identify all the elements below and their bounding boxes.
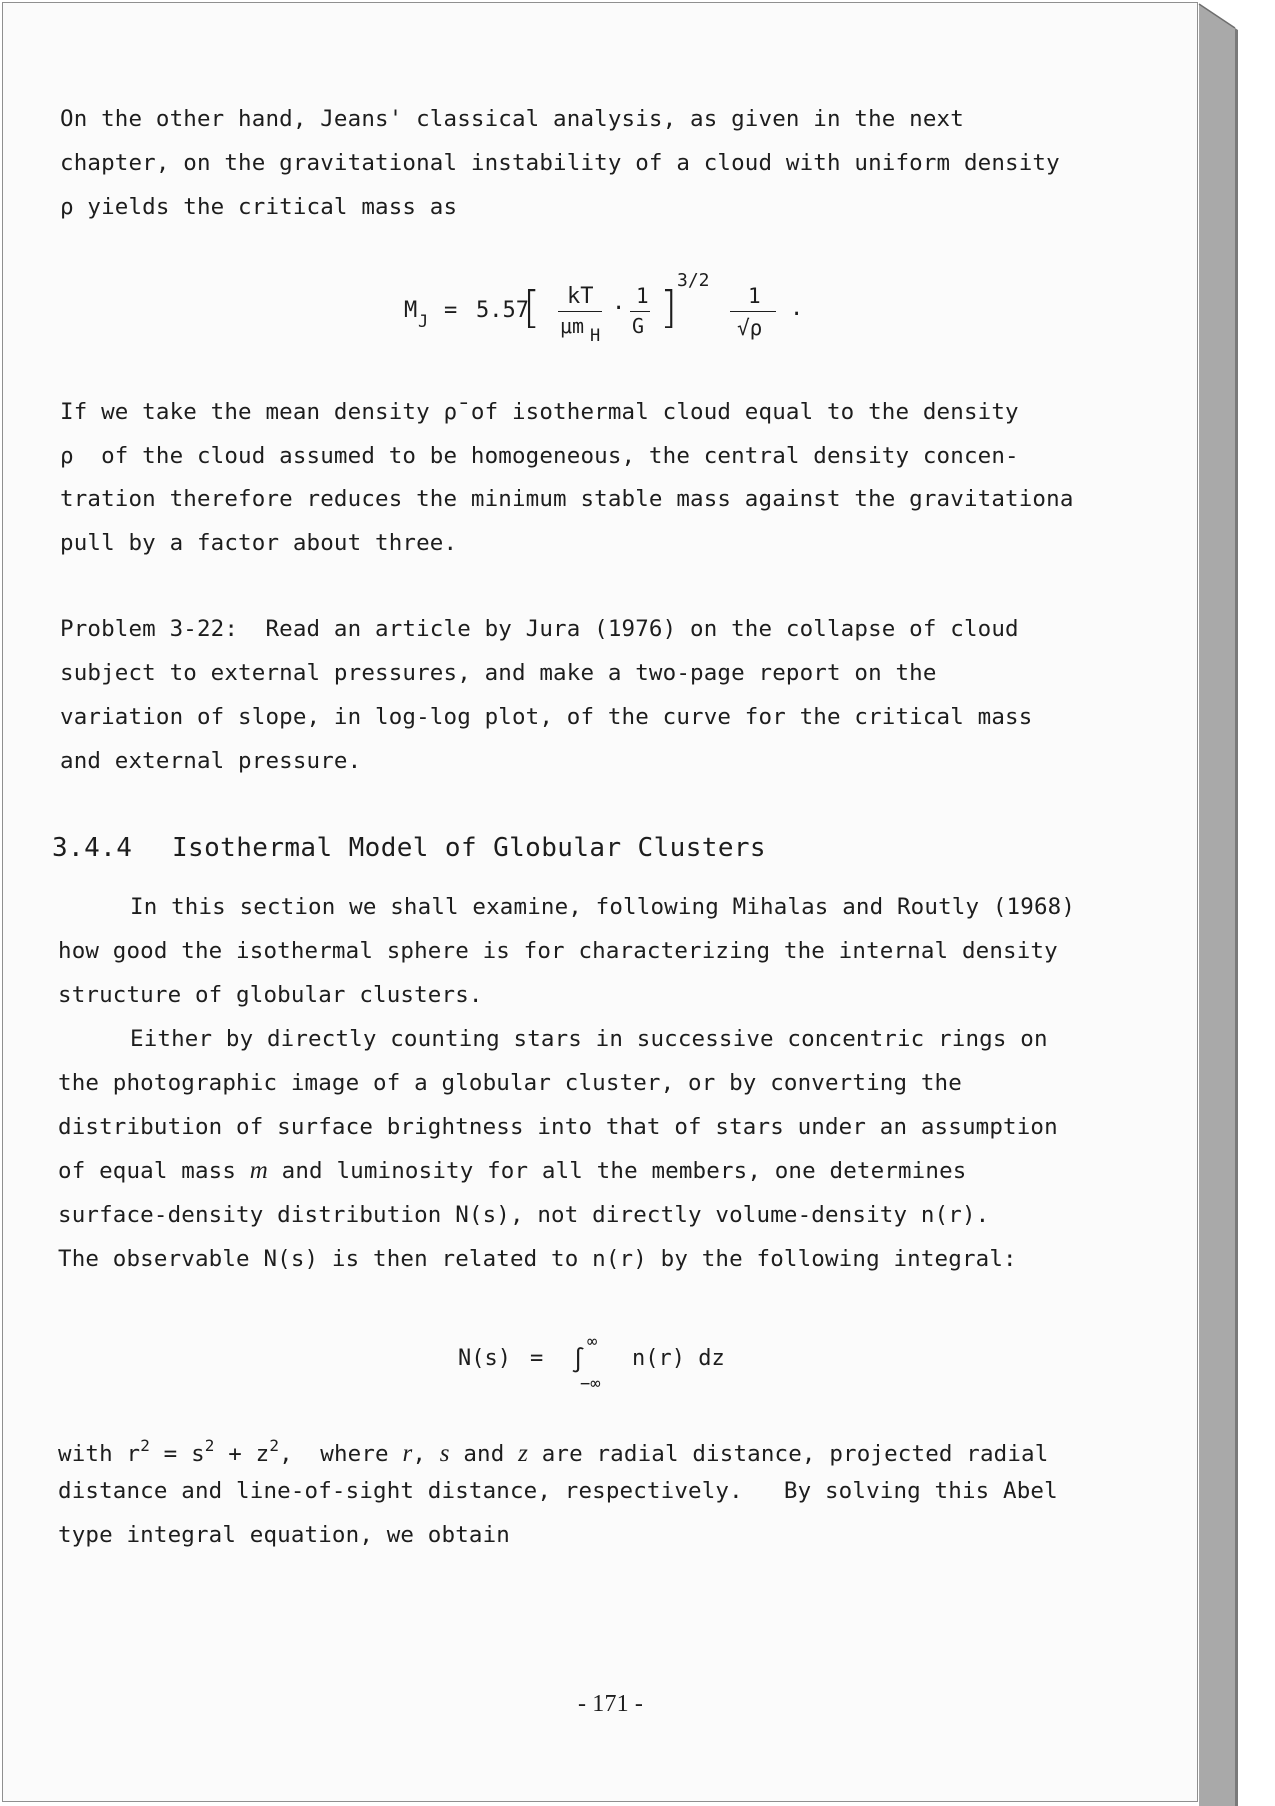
- p5-plus-z: + z: [214, 1441, 270, 1467]
- paragraph-1-line-2: chapter, on the gravitational instability of a cloud with uniform density: [60, 150, 1060, 176]
- paragraph-4-line-5: surface-density distribution N(s), not directly volume-density n(r).: [58, 1202, 990, 1228]
- p5-rest: are radial distance, projected radial: [528, 1441, 1049, 1467]
- eq1-den-sub-h: H: [590, 326, 601, 346]
- p5-symbol-s: s: [439, 1440, 450, 1467]
- problem-line-3: variation of slope, in log-log plot, of the curve for the critical mass: [60, 704, 1033, 730]
- problem-line-4: and external pressure.: [60, 748, 362, 774]
- eq1-lhs-sub: J: [418, 312, 429, 332]
- paragraph-1-line-1: On the other hand, Jeans' classical analysis, as given in the next: [60, 106, 964, 132]
- p5-eq-s: = s: [149, 1441, 205, 1467]
- paragraph-5-line-2: distance and line-of-sight distance, respectively. By solving this Abel: [58, 1478, 1058, 1504]
- eq1-fraction-bar-1: [558, 311, 602, 312]
- paragraph-1-line-3: ρ yields the critical mass as: [60, 194, 458, 220]
- paragraph-5-line-1: [58, 1432, 1048, 1468]
- eq1-dot: ·: [612, 296, 626, 321]
- paragraph-4-line-4: [58, 1157, 966, 1185]
- p4-l4-mass-symbol: m: [249, 1157, 268, 1184]
- p5-sup-2: 2: [204, 1436, 215, 1455]
- eq2-integral-sign: ∫: [571, 1346, 586, 1374]
- p5-sup-3: 2: [269, 1436, 280, 1455]
- eq2-lhs: N(s): [458, 1346, 511, 1371]
- eq1-num-one: 1: [748, 284, 761, 308]
- paragraph-3-line-1: In this section we shall examine, following Mihalas and Routly (1968): [130, 894, 1076, 920]
- eq1-num-1: 1: [636, 284, 649, 308]
- page-number: - 171 -: [578, 1691, 644, 1717]
- eq2-equals: =: [530, 1346, 544, 1371]
- eq1-num-kt: kT: [567, 284, 594, 309]
- eq1-fraction-bar-3: [730, 311, 776, 312]
- paragraph-2-line-3: tration therefore reduces the minimum stable mass against the gravitationa: [60, 486, 1074, 512]
- eq1-fraction-bar-2: [630, 311, 650, 312]
- eq1-left-bracket: [: [523, 282, 541, 333]
- p5-and: and: [449, 1441, 519, 1467]
- eq1-equals: =: [444, 298, 458, 323]
- eq2-integrand: n(r) dz: [632, 1346, 725, 1371]
- p5-sup-1: 2: [140, 1436, 150, 1455]
- problem-line-1: Problem 3-22: Read an article by Jura (1976) on the collapse of cloud: [60, 616, 1019, 642]
- problem-line-2: subject to external pressures, and make a two-page report on the: [60, 660, 937, 686]
- paragraph-2-line-4: pull by a factor about three.: [60, 530, 458, 556]
- paragraph-2-line-1: If we take the mean density ρ̄ of isothermal cloud equal to the density: [60, 399, 1019, 425]
- eq1-period: .: [790, 296, 804, 321]
- eq1-den-sqrt-rho: √ρ: [737, 316, 763, 340]
- paragraph-5-line-3: type integral equation, we obtain: [58, 1522, 510, 1548]
- p4-l4-part-b: and luminosity for all the members, one determines: [267, 1158, 967, 1184]
- paragraph-4-line-6: The observable N(s) is then related to n(r) by the following integral:: [58, 1246, 1017, 1272]
- p5-comma: ,: [412, 1441, 440, 1467]
- paragraph-3-line-3: structure of globular clusters.: [58, 982, 483, 1008]
- section-title: Isothermal Model of Globular Clusters: [172, 833, 766, 863]
- eq1-right-bracket: ]: [660, 282, 678, 333]
- section-number: 3.4.4: [52, 833, 133, 863]
- p5-symbol-r: r: [402, 1440, 413, 1467]
- paragraph-3-line-2: how good the isothermal sphere is for characterizing the internal density: [58, 938, 1058, 964]
- eq1-coefficient: 5.57: [476, 298, 529, 323]
- eq1-den-g: G: [632, 314, 645, 338]
- eq1-exponent: 3/2: [677, 270, 710, 291]
- p5-symbol-z: z: [518, 1440, 528, 1467]
- paragraph-2-line-2: ρ of the cloud assumed to be homogeneous, the central density concen-: [60, 443, 1019, 469]
- paragraph-4-line-1: Either by directly counting stars in successive concentric rings on: [130, 1026, 1048, 1052]
- eq1-den-mu-m: μm: [560, 314, 585, 338]
- eq1-lhs: M: [404, 298, 418, 323]
- paragraph-4-line-3: distribution of surface brightness into that of stars under an assumption: [58, 1114, 1058, 1140]
- p5-where: , where: [279, 1441, 403, 1467]
- eq2-lower-limit: −∞: [580, 1374, 601, 1394]
- p4-l4-part-a: of equal mass: [58, 1158, 250, 1184]
- paragraph-4-line-2: the photographic image of a globular cluster, or by converting the: [58, 1070, 962, 1096]
- eq2-upper-limit: ∞: [587, 1332, 598, 1352]
- p5-with-r: with r: [58, 1441, 141, 1467]
